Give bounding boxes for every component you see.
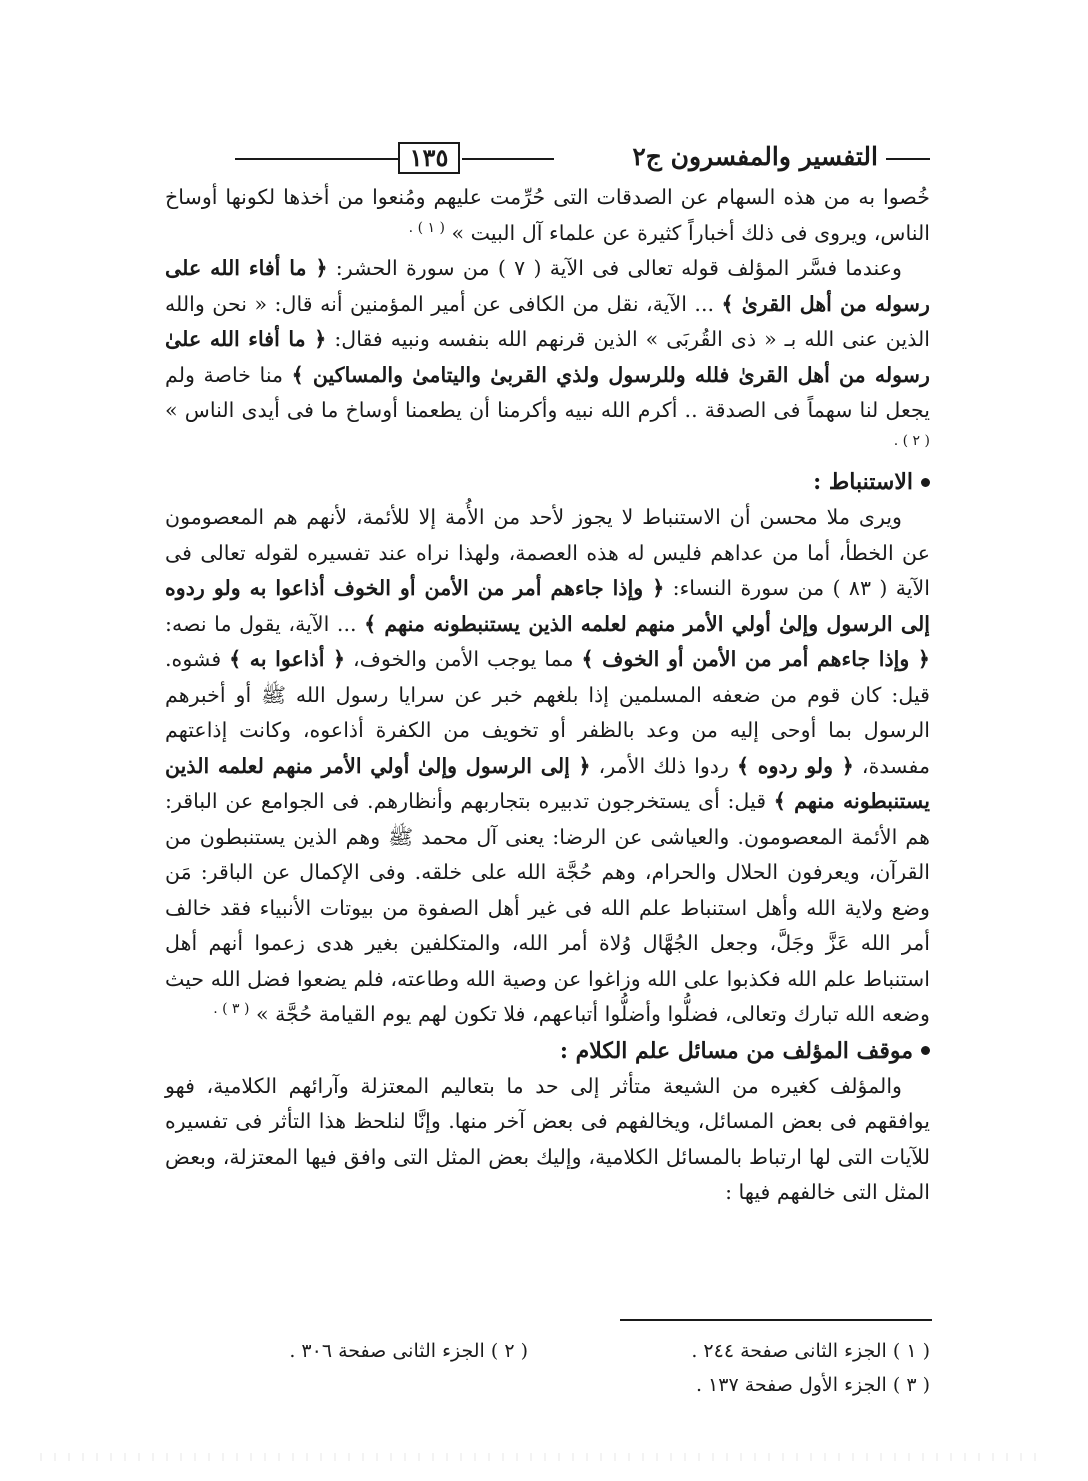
footnote: ( ١ ) الجزء الثانى صفحة ٢٤٤ . [691,1340,930,1362]
text-run: ... الآية، يقول ما نصه: [165,611,365,636]
text-run: قيل: أى يستخرجون تدبيره بتجاربهم وأنظارهم. فى الجوامع عن الباقر: هم الأئمة المعصومون. والعياشى عن الرضا: يعنى آل محمد ﷺ وهم الذين يستنبطون من القرآن، ويعرفون الحلال والحرام، وهم حُجَّة الله على خلقه. وفى الإكمال عن الباقر: مَن وضع ولاية الله وأهل استنباط علم الله فى غير أهل الصفوة من بيوتات الأنبياء فقد خالف أمر الله عَزَّ وجَلَّ، وجعل الجُهَّال وُلاة أمر الله، والمتكلفين بغير هدى زعموا أنهم أهل استنباط علم الله فكذبوا على الله وزاغوا عن وصية الله وطاعته، فلم يضعوا فضل الله حيث وضعه الله تبارك وتعالى، فضلُّوا وأضلُّوا أتباعهم، فلا تكون لهم يوم القيامة حُجَّة » [165,789,930,1026]
footnote: ( ٢ ) الجزء الثانى صفحة ٣٠٦ . [289,1340,528,1362]
quran-verse: ﴿ ما أفاء الله علىٰ رسوله من أهل القرىٰ فلله وللرسول ولذي القربىٰ واليتامىٰ والمساكين ﴾ [165,327,931,387]
quran-verse: ﴿ ما أفاء الله على رسوله من أهل القرىٰ ﴾ [165,256,930,316]
section-heading [165,464,930,500]
paragraph [165,180,930,251]
bullet-icon [921,1046,930,1055]
quran-verse: ﴿ وإذا جاءهم أمر من الأمن أو الخوف أذاعوا به ولو ردوه إلى الرسول وإلىٰ أولي الأمر منهم لعلمه الذين يستنبطونه منهم ﴾ [165,576,930,636]
text-run: ... الآية، نقل من الكافى عن أمير المؤمنين أنه قال: « نحن والله الذين عنى الله بـ « ذى القُربَى » الذين قرنهم الله بنفسه ونبيه فقال: [165,291,931,351]
heading-text: موقف المؤلف من مسائل علم الكلام : [559,1037,913,1064]
page-number: ١٣٥ [398,142,460,174]
text-run: وعندما فسَّر المؤلف قوله تعالى فى الآية ( ٧ ) من سورة الحشر: [327,256,902,280]
text-run: ردوا ذلك الأمر، [590,753,737,778]
section-heading [165,1033,930,1069]
quran-verse: ﴿ ولو ردوه ﴾ [736,753,854,778]
scan-noise [40,1453,1040,1461]
text-run: فشوه. قيل: كان قوم من ضعفه المسلمين إذا بلغهم خبر عن سرايا رسول الله ﷺ أو أخبرهم الرسول بما أوحى إليه من وعد بالظفر أو تخويف من الكفرة أذاعوه، وكانت إذاعتهم مفسدة، [165,647,931,778]
heading-text: الاستنباط : [813,469,913,495]
paragraph [165,251,930,464]
quran-verse: ﴿ أذاعوا به ﴾ [229,647,346,671]
quran-verse: ﴿ إلى الرسول وإلىٰ أولي الأمر منهم لعلمه الذين يستنبطونه منهم ﴾ [165,753,931,813]
header-rule [462,158,554,160]
bullet-icon [921,478,930,487]
footnote-ref: ( ٣ ) . [213,1001,250,1018]
text-run: منا خاصة ولم يجعل لنا سهماً فى الصدقة .. أكرم الله نبيه وأكرمنا أن يطعمنا أوساخ ما فى أيدى الناس » [165,362,930,422]
footnote-ref: ( ٢ ) . [893,432,930,449]
page-header [165,140,930,180]
header-rule [235,158,400,160]
text-run: خُصوا به من هذه السهام عن الصدقات التى حُرِّمت عليهم ومُنعوا من أخذها لكونها أوساخ الناس، ويروى فى ذلك أخباراً كثيرة عن علماء آل البيت » [165,185,930,245]
running-title: التفسير والمفسرون ج٢ [632,142,878,171]
paragraph [165,500,930,1033]
footnote: ( ٣ ) الجزء الأول صفحة ١٣٧ . [695,1374,930,1396]
text-run: ويرى ملا محسن أن الاستنباط لا يجوز لأحد من الأُمة إلا للأئمة، لأنهم هم المعصومون عن الخطأ، أما من عداهم فليس له هذه العصمة، ولهذا نراه عند تفسيره لقوله تعالى فى الآية ( ٨٣ ) من سورة النساء: [165,505,930,600]
footnote-separator [620,1319,932,1321]
footnote-ref: ( ١ ) . [408,219,445,236]
text-run: مما يوجب الأمن والخوف، [345,647,582,671]
header-rule [886,158,930,160]
paragraph: والمؤلف كغيره من الشيعة متأثر إلى حد ما بتعاليم المعتزلة وآرائهم الكلامية، فهو يوافقهم فى بعض المسائل، ويخالفهم فى بعض آخر منها. وإنَّا لنلحظ هذا التأثر فى تفسيره للآيات التى لها ارتباط بالمسائل الكلامية، وإليك بعض المثل التى وافق فيها المعتزلة، وبعض المثل التى خالفهم فيها : [165,1073,930,1204]
quran-verse: ﴿ وإذا جاءهم أمر من الأمن أو الخوف ﴾ [581,647,930,671]
page-body [165,180,930,1211]
